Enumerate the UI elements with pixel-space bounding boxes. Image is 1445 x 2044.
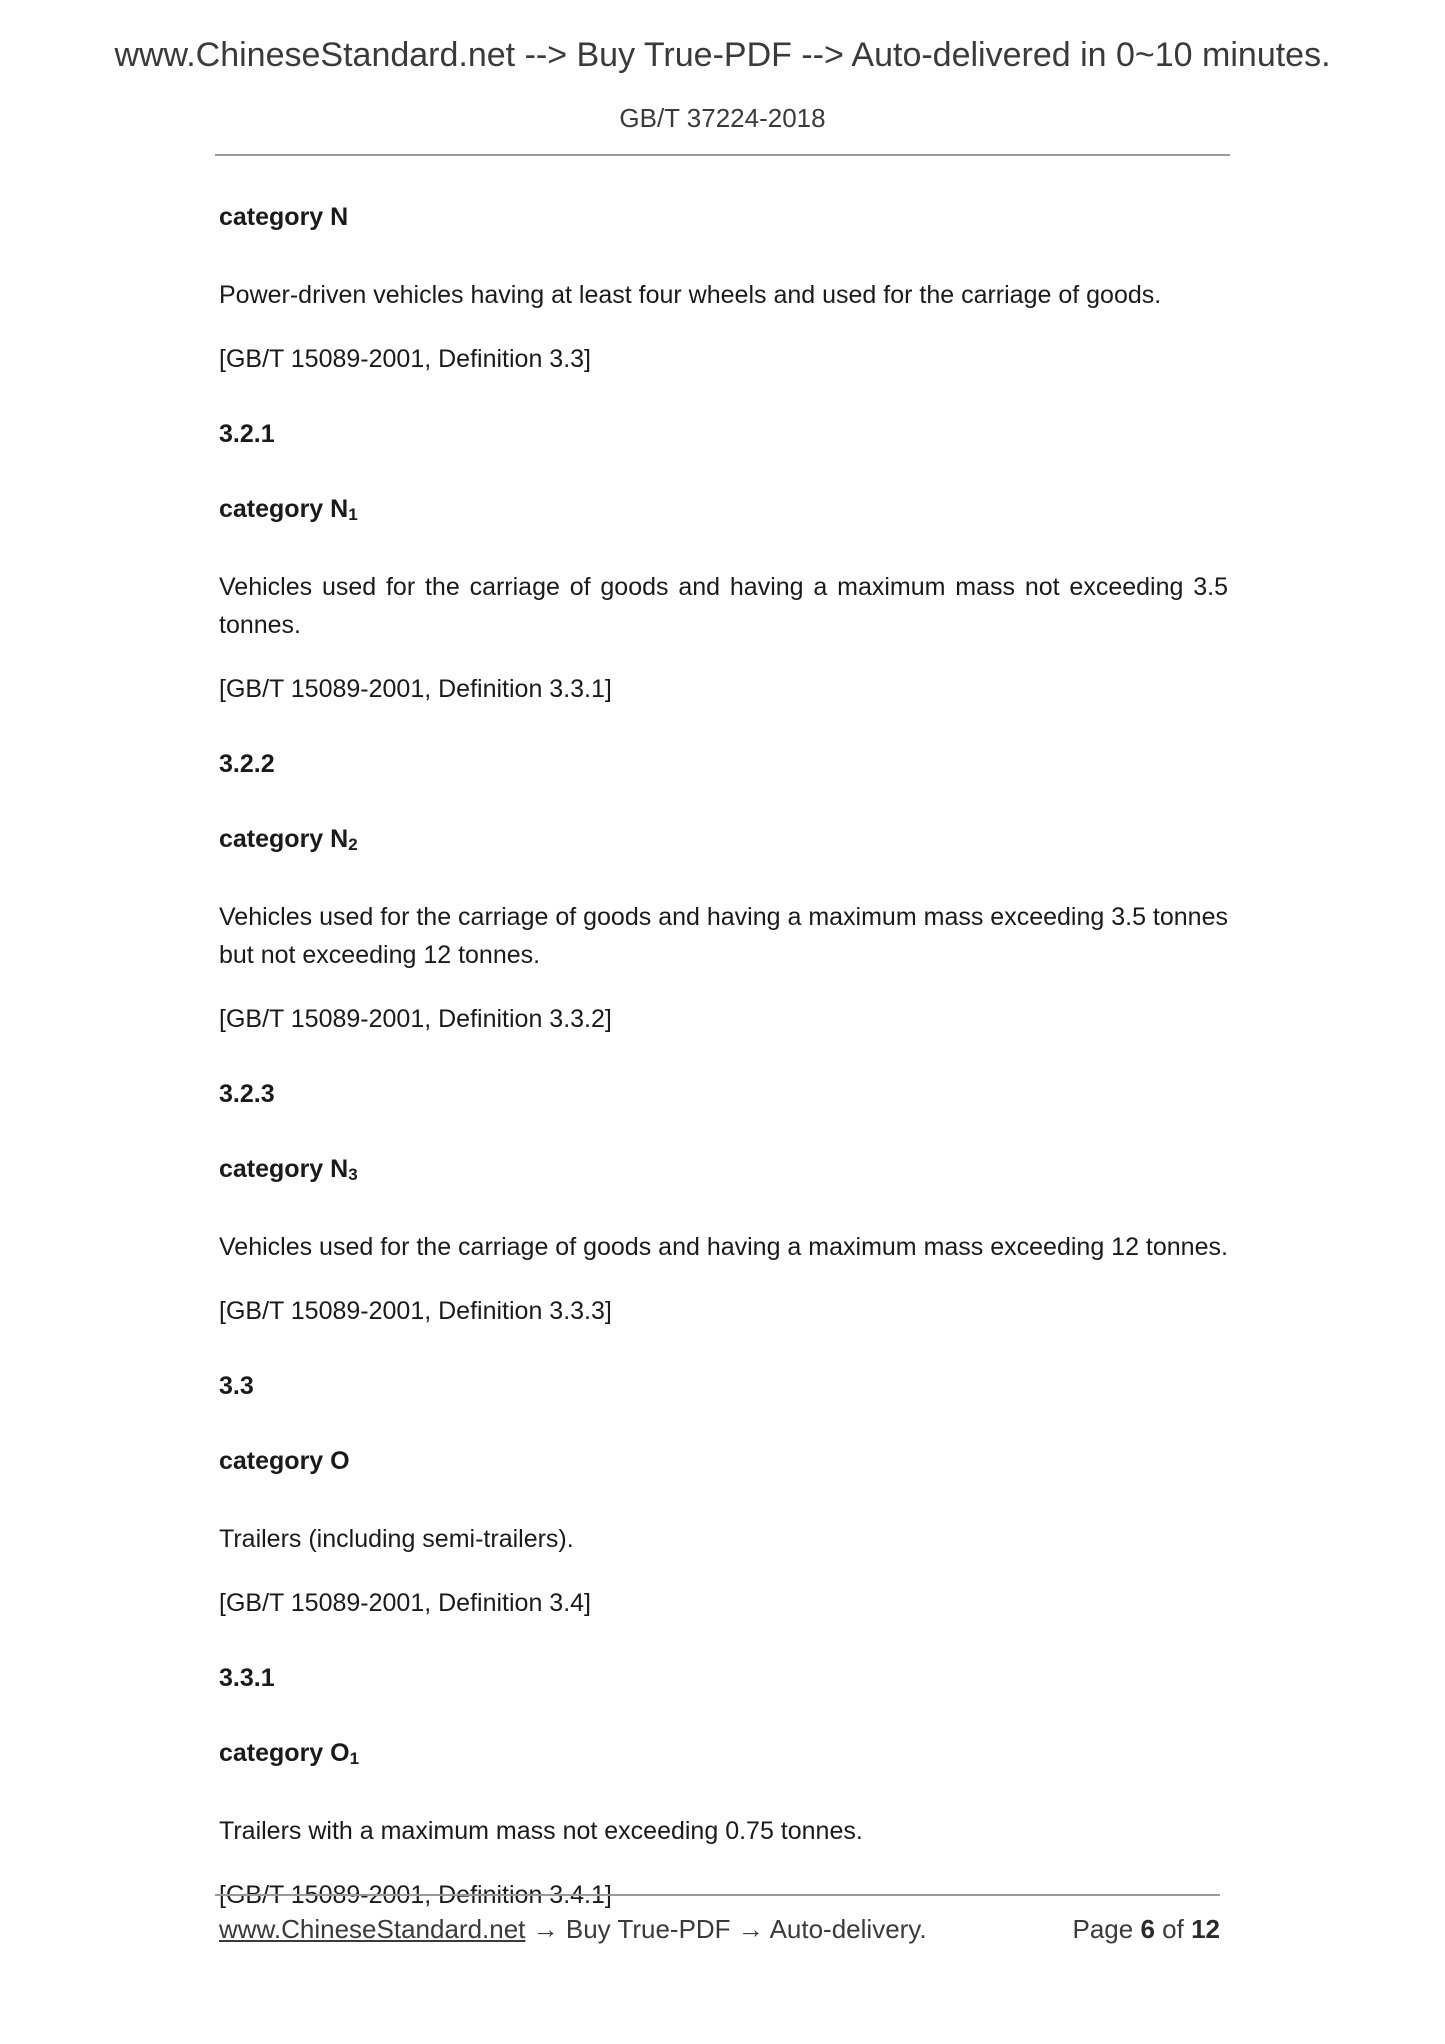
term-category-n1: [219, 493, 1228, 525]
total-pages-number: 12: [1191, 1914, 1220, 1944]
term-category-n3: [219, 1153, 1228, 1185]
page-word: Page: [1072, 1914, 1134, 1944]
clause-number-3-2-2: 3.2.2: [219, 750, 275, 778]
term-text: category N: [219, 825, 349, 853]
term-text: category N: [219, 495, 349, 523]
source-category-n3: [GB/T 15089-2001, Definition 3.3.3]: [219, 1297, 612, 1325]
header-banner: www.ChineseStandard.net --> Buy True-PDF --> Auto-delivered in 0~10 minutes.: [114, 36, 1331, 74]
clause-number-3-2-1: 3.2.1: [219, 420, 275, 448]
source-category-o: [GB/T 15089-2001, Definition 3.4]: [219, 1589, 591, 1617]
footer-tagline: → Buy True-PDF → Auto-delivery.: [525, 1914, 927, 1944]
definition-category-n1: Vehicles used for the carriage of goods and having a maximum mass not exceeding 3.5 tonnes.: [219, 573, 1228, 639]
definition-category-n2: Vehicles used for the carriage of goods and having a maximum mass exceeding 3.5 tonnes but not exceeding 12 tonnes.: [219, 903, 1228, 969]
term-category-o1: [219, 1737, 1228, 1769]
page-footer: [219, 1914, 1220, 1945]
term-category-o: category O: [219, 1447, 350, 1475]
footer-divider: [215, 1894, 1220, 1896]
source-category-n2: [GB/T 15089-2001, Definition 3.3.2]: [219, 1005, 612, 1033]
definition-category-o: Trailers (including semi-trailers).: [219, 1525, 574, 1553]
term-subscript: 3: [348, 1165, 358, 1184]
definition-category-n: Power-driven vehicles having at least four wheels and used for the carriage of goods.: [219, 281, 1162, 309]
term-text: category O: [219, 1739, 350, 1767]
document-code: GB/T 37224-2018: [619, 103, 826, 133]
definition-category-n3: Vehicles used for the carriage of goods and having a maximum mass exceeding 12 tonnes.: [219, 1233, 1228, 1261]
clause-number-3-3-1: 3.3.1: [219, 1664, 275, 1692]
of-word: of: [1162, 1914, 1184, 1944]
term-subscript: 2: [348, 835, 358, 854]
source-category-n: [GB/T 15089-2001, Definition 3.3]: [219, 345, 591, 373]
term-category-n: category N: [219, 203, 349, 231]
page-indicator: [1072, 1914, 1220, 1945]
term-text: category N: [219, 1155, 349, 1183]
term-subscript: 1: [349, 1749, 360, 1768]
header-divider: [215, 154, 1230, 156]
footer-site-link[interactable]: www.ChineseStandard.net: [219, 1914, 526, 1944]
source-category-n1: [GB/T 15089-2001, Definition 3.3.1]: [219, 675, 612, 703]
term-subscript: 1: [348, 505, 358, 524]
source-category-o1: [GB/T 15089-2001, Definition 3.4.1]: [219, 1881, 612, 1909]
clause-number-3-3: 3.3: [219, 1372, 254, 1400]
definition-category-o1: Trailers with a maximum mass not exceeding 0.75 tonnes.: [219, 1817, 863, 1845]
document-body: [219, 201, 1228, 1954]
clause-number-3-2-3: 3.2.3: [219, 1080, 275, 1108]
current-page-number: 6: [1140, 1914, 1155, 1944]
term-category-n2: [219, 823, 1228, 855]
